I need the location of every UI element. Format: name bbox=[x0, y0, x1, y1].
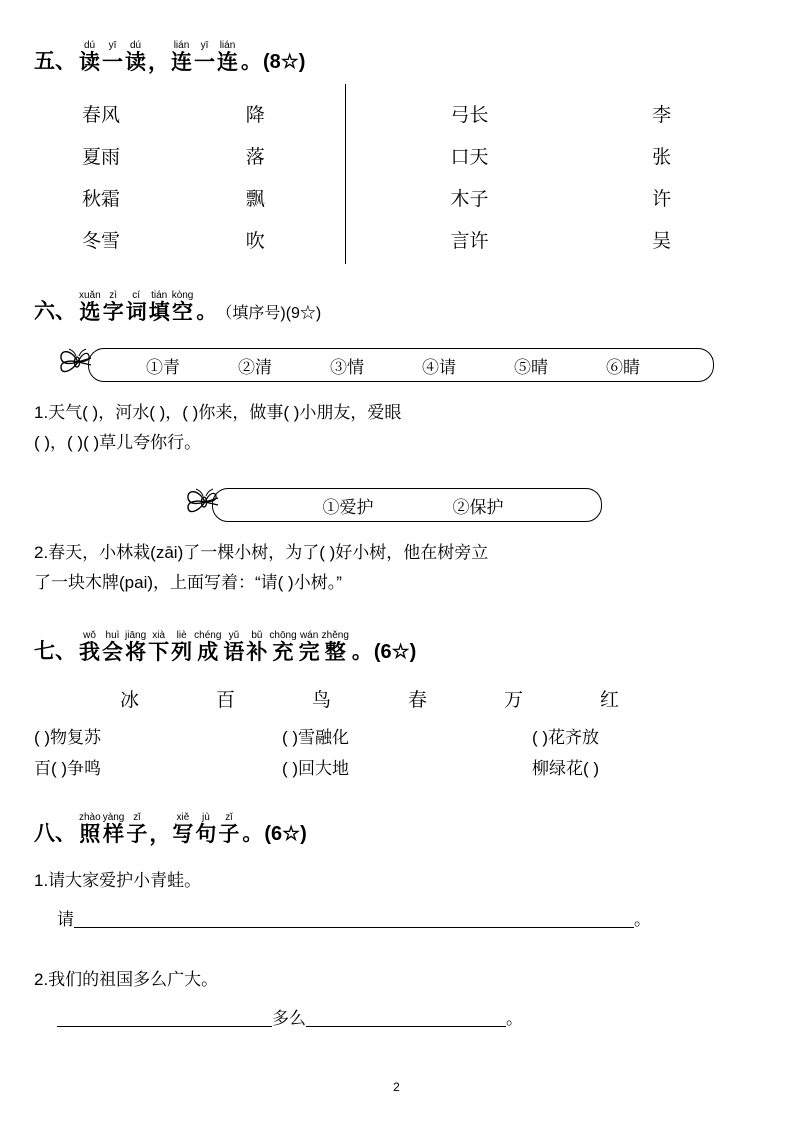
pinyin-word: wán 完 bbox=[298, 630, 320, 664]
pinyin-word: liè 列 bbox=[171, 630, 193, 664]
choice-option[interactable]: ①青 bbox=[146, 357, 180, 377]
match-right-word-2[interactable]: 许 bbox=[652, 188, 672, 210]
answer-line-8-1[interactable] bbox=[57, 905, 651, 930]
pinyin-word: zǐ 子 bbox=[126, 812, 148, 846]
pinyin-word: dú 读 bbox=[79, 40, 100, 74]
section-six-note: （填序号)(9☆) bbox=[216, 305, 322, 322]
idiom-word[interactable]: 冰 bbox=[120, 690, 140, 711]
match-grid bbox=[60, 92, 760, 260]
idiom-blank[interactable]: ( )回大地 bbox=[282, 759, 350, 778]
idiom-word[interactable]: 春 bbox=[408, 690, 428, 711]
pinyin-word: tián 填 bbox=[148, 290, 170, 324]
section-six-heading bbox=[34, 290, 321, 325]
section-six-number: 六、 bbox=[34, 300, 76, 323]
idiom-word[interactable]: 百 bbox=[216, 690, 236, 711]
table-row bbox=[34, 753, 734, 784]
pinyin-word: dú 读 bbox=[125, 40, 146, 74]
section-eight-heading bbox=[34, 812, 307, 847]
pinyin-word: xiě 写 bbox=[172, 812, 194, 846]
match-right-word[interactable]: 降 bbox=[245, 104, 265, 126]
match-right-word-2[interactable]: 张 bbox=[652, 146, 672, 168]
question-8-2: 2.我们的祖国多么广大。 bbox=[34, 970, 219, 989]
section-five-score: (8☆) bbox=[263, 51, 306, 73]
answer-period: 。 bbox=[506, 1009, 523, 1028]
idiom-word[interactable]: 鸟 bbox=[312, 690, 332, 711]
section-eight-number: 八、 bbox=[34, 822, 76, 845]
pinyin-word: xià 下 bbox=[148, 630, 170, 664]
section-seven-number: 七、 bbox=[34, 640, 76, 663]
pinyin-word: xuǎn 选 bbox=[79, 290, 101, 324]
match-left-word[interactable]: 冬雪 bbox=[82, 230, 121, 252]
pinyin-word: chéng 成 bbox=[194, 630, 222, 664]
section-six-period: 。 bbox=[196, 301, 217, 323]
comma-char: ， bbox=[148, 51, 169, 74]
match-right-word[interactable]: 飘 bbox=[245, 188, 265, 210]
idiom-blank[interactable]: 百( )争鸣 bbox=[34, 759, 102, 778]
section-seven-period: 。 bbox=[351, 641, 372, 663]
pinyin-word: jù 句 bbox=[195, 812, 217, 846]
match-right-word[interactable]: 吹 bbox=[245, 230, 265, 252]
section-eight-score: (6☆) bbox=[264, 823, 307, 845]
word-choice-box-2 bbox=[212, 488, 602, 522]
question-6-1-line2[interactable]: ( )，( )( )草儿夸你行。 bbox=[34, 433, 202, 452]
write-blank[interactable] bbox=[74, 910, 634, 928]
word-choice-box-1 bbox=[88, 348, 714, 382]
table-row bbox=[60, 134, 760, 176]
answer-middle: 多么 bbox=[272, 1009, 306, 1028]
pinyin-word: yī 一 bbox=[102, 40, 123, 74]
section-five-period: 。 bbox=[241, 51, 261, 73]
idiom-word[interactable]: 万 bbox=[504, 690, 524, 711]
pinyin-word: yàng 样 bbox=[102, 812, 125, 846]
pinyin-word: bǔ 补 bbox=[246, 630, 268, 664]
match-left-word-2[interactable]: 木子 bbox=[450, 188, 489, 210]
table-row bbox=[60, 176, 760, 218]
match-right-word[interactable]: 落 bbox=[245, 146, 265, 168]
question-6-1-line1[interactable]: 1.天气( )，河水( )，( )你来，做事( )小朋友，爱眼 bbox=[34, 403, 402, 422]
match-left-word-2[interactable]: 口天 bbox=[450, 146, 489, 168]
write-blank[interactable] bbox=[57, 1009, 272, 1027]
choice-option[interactable]: ④请 bbox=[422, 357, 456, 377]
choice-option[interactable]: ⑤晴 bbox=[514, 357, 548, 377]
section-eight-period: 。 bbox=[242, 823, 263, 845]
choice-option[interactable]: ③情 bbox=[330, 357, 364, 377]
match-left-word-2[interactable]: 言许 bbox=[450, 230, 489, 252]
pinyin-word: zì 字 bbox=[102, 290, 124, 324]
choice-option[interactable]: ②保护 bbox=[452, 497, 504, 517]
question-6-2-line2[interactable]: 了一块木牌(pai)，上面写着：“请( )小树。” bbox=[34, 573, 342, 592]
section-five-number: 五、 bbox=[34, 50, 76, 73]
match-left-word-2[interactable]: 弓长 bbox=[450, 104, 489, 126]
answer-period: 。 bbox=[634, 910, 651, 929]
section-five-heading bbox=[34, 40, 305, 75]
match-left-word[interactable]: 秋霜 bbox=[82, 188, 121, 210]
pinyin-word: lián 连 bbox=[171, 40, 192, 74]
match-right-word-2[interactable]: 李 bbox=[652, 104, 672, 126]
pinyin-word: yǔ 语 bbox=[223, 630, 245, 664]
idiom-word[interactable]: 红 bbox=[600, 690, 620, 711]
idiom-word-bank bbox=[120, 685, 740, 712]
section-seven-heading bbox=[34, 630, 416, 665]
pinyin-word: wǒ 我 bbox=[79, 630, 100, 664]
idiom-blank[interactable]: ( )物复苏 bbox=[34, 728, 102, 747]
question-8-1: 1.请大家爱护小青蛙。 bbox=[34, 871, 202, 890]
pinyin-word: cí 词 bbox=[125, 290, 147, 324]
question-6-2-line1[interactable]: 2.春天，小林栽(zāi)了一棵小树，为了( )好小树，他在树旁立 bbox=[34, 543, 489, 562]
pinyin-word: huì 会 bbox=[102, 630, 123, 664]
pinyin-word: jiāng 将 bbox=[125, 630, 147, 664]
page-number: 2 bbox=[393, 1080, 400, 1094]
pinyin-word: zǐ 子 bbox=[218, 812, 240, 846]
answer-prefix: 请 bbox=[57, 910, 74, 929]
choice-option[interactable]: ②清 bbox=[238, 357, 272, 377]
idiom-blank[interactable]: ( )雪融化 bbox=[282, 728, 350, 747]
idiom-blank[interactable]: 柳绿花( ) bbox=[532, 759, 600, 778]
pinyin-word: zhěng 整 bbox=[321, 630, 349, 664]
idiom-blank[interactable]: ( )花齐放 bbox=[532, 728, 600, 747]
comma-char: ， bbox=[149, 823, 171, 846]
pinyin-word: yī 一 bbox=[194, 40, 215, 74]
pinyin-word: lián 连 bbox=[217, 40, 238, 74]
match-left-word[interactable]: 夏雨 bbox=[82, 146, 121, 168]
table-row bbox=[34, 722, 734, 753]
pinyin-word: chōng 充 bbox=[269, 630, 297, 664]
write-blank[interactable] bbox=[306, 1009, 506, 1027]
match-right-word-2[interactable]: 吴 bbox=[652, 230, 672, 252]
pinyin-word: kòng 空 bbox=[171, 290, 194, 324]
answer-line-8-2[interactable] bbox=[57, 1004, 523, 1029]
match-left-word[interactable]: 春风 bbox=[82, 104, 121, 126]
section-seven-score: (6☆) bbox=[373, 641, 417, 663]
choice-option[interactable]: ⑥睛 bbox=[606, 357, 640, 377]
table-row bbox=[60, 218, 760, 260]
idiom-rows bbox=[34, 722, 734, 784]
table-row bbox=[60, 92, 760, 134]
choice-option[interactable]: ①爱护 bbox=[322, 497, 374, 517]
pinyin-word: zhào 照 bbox=[79, 812, 101, 846]
